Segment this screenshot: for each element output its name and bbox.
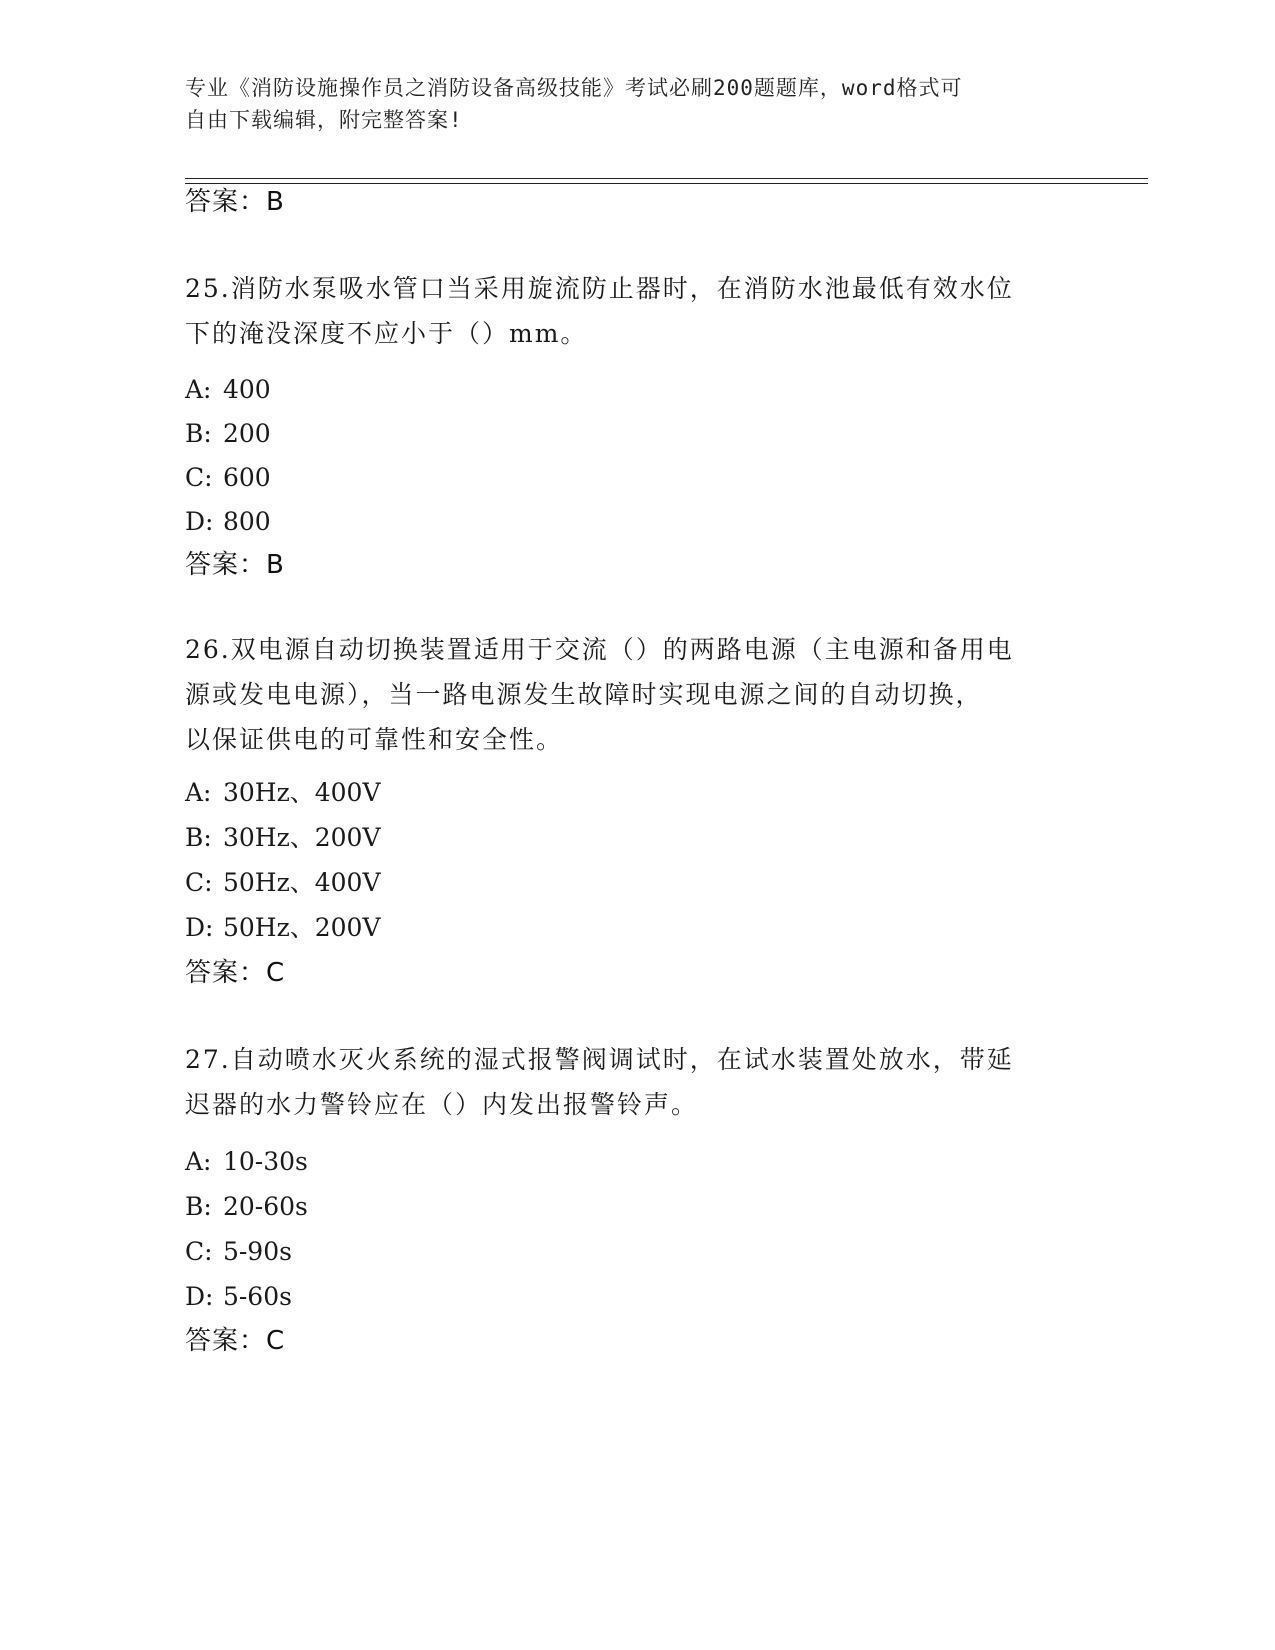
question-25-line-2: 下的淹没深度不应小于（）mm。 xyxy=(185,319,588,348)
question-26-line-3: 以保证供电的可靠性和安全性。 xyxy=(185,725,564,754)
question-25-line-1: 25.消防水泵吸水管口当采用旋流防止器时，在消防水池最低有效水位 xyxy=(185,274,1014,303)
option-letter: C: xyxy=(185,1237,213,1266)
question-27-option-c xyxy=(185,1235,292,1269)
option-letter: D: xyxy=(185,913,214,942)
option-letter: C: xyxy=(185,868,213,897)
question-26-answer: 答案：C xyxy=(185,958,286,988)
option-text: 10-30s xyxy=(222,1147,308,1176)
document-header xyxy=(185,72,1065,136)
header-line-1: 专业《消防设施操作员之消防设备高级技能》考试必刷200题题库，word格式可 xyxy=(185,76,963,100)
question-26-option-b xyxy=(185,821,381,855)
option-text: 50Hz、400V xyxy=(222,868,381,897)
question-27-option-d xyxy=(185,1280,292,1314)
option-letter: A: xyxy=(185,1147,212,1176)
question-27-option-a xyxy=(185,1145,308,1179)
question-27-line-1: 27.自动喷水灭火系统的湿式报警阀调试时，在试水装置处放水，带延 xyxy=(185,1045,1014,1074)
question-26-text xyxy=(185,627,1014,762)
question-27-text xyxy=(185,1037,1014,1127)
question-26-option-d xyxy=(185,911,381,945)
option-text: 5-60s xyxy=(222,1282,292,1311)
question-27-line-2: 迟器的水力警铃应在（）内发出报警铃声。 xyxy=(185,1090,699,1119)
option-text: 600 xyxy=(222,463,271,492)
option-text: 400 xyxy=(222,375,271,404)
option-text: 30Hz、400V xyxy=(222,778,381,807)
option-letter: B: xyxy=(185,419,212,448)
option-text: 50Hz、200V xyxy=(222,913,381,942)
question-26-option-a xyxy=(185,776,381,810)
question-25-answer: 答案：B xyxy=(185,550,285,580)
question-27-option-b xyxy=(185,1190,308,1224)
question-26-line-1: 26.双电源自动切换装置适用于交流（）的两路电源（主电源和备用电 xyxy=(185,635,1014,664)
question-25-text xyxy=(185,266,1014,356)
option-letter: A: xyxy=(185,778,212,807)
option-letter: C: xyxy=(185,463,213,492)
question-25-option-d xyxy=(185,505,271,539)
option-letter: B: xyxy=(185,1192,212,1221)
question-27-answer: 答案：C xyxy=(185,1326,286,1356)
answer-previous-question: 答案：B xyxy=(185,187,285,217)
header-line-2: 自由下载编辑，附完整答案! xyxy=(185,108,463,132)
option-text: 5-90s xyxy=(222,1237,292,1266)
option-text: 800 xyxy=(222,507,271,536)
question-26-option-c xyxy=(185,866,381,900)
option-letter: D: xyxy=(185,1282,214,1311)
option-text: 200 xyxy=(222,419,271,448)
question-25-option-b xyxy=(185,417,271,451)
option-letter: A: xyxy=(185,375,212,404)
question-25-option-a xyxy=(185,373,271,407)
header-divider-top xyxy=(185,178,1148,179)
header-divider-bottom xyxy=(185,183,1148,184)
option-letter: B: xyxy=(185,823,212,852)
option-text: 30Hz、200V xyxy=(222,823,381,852)
option-text: 20-60s xyxy=(222,1192,308,1221)
question-25-option-c xyxy=(185,461,271,495)
question-26-line-2: 源或发电电源），当一路电源发生故障时实现电源之间的自动切换， xyxy=(185,680,983,709)
option-letter: D: xyxy=(185,507,214,536)
